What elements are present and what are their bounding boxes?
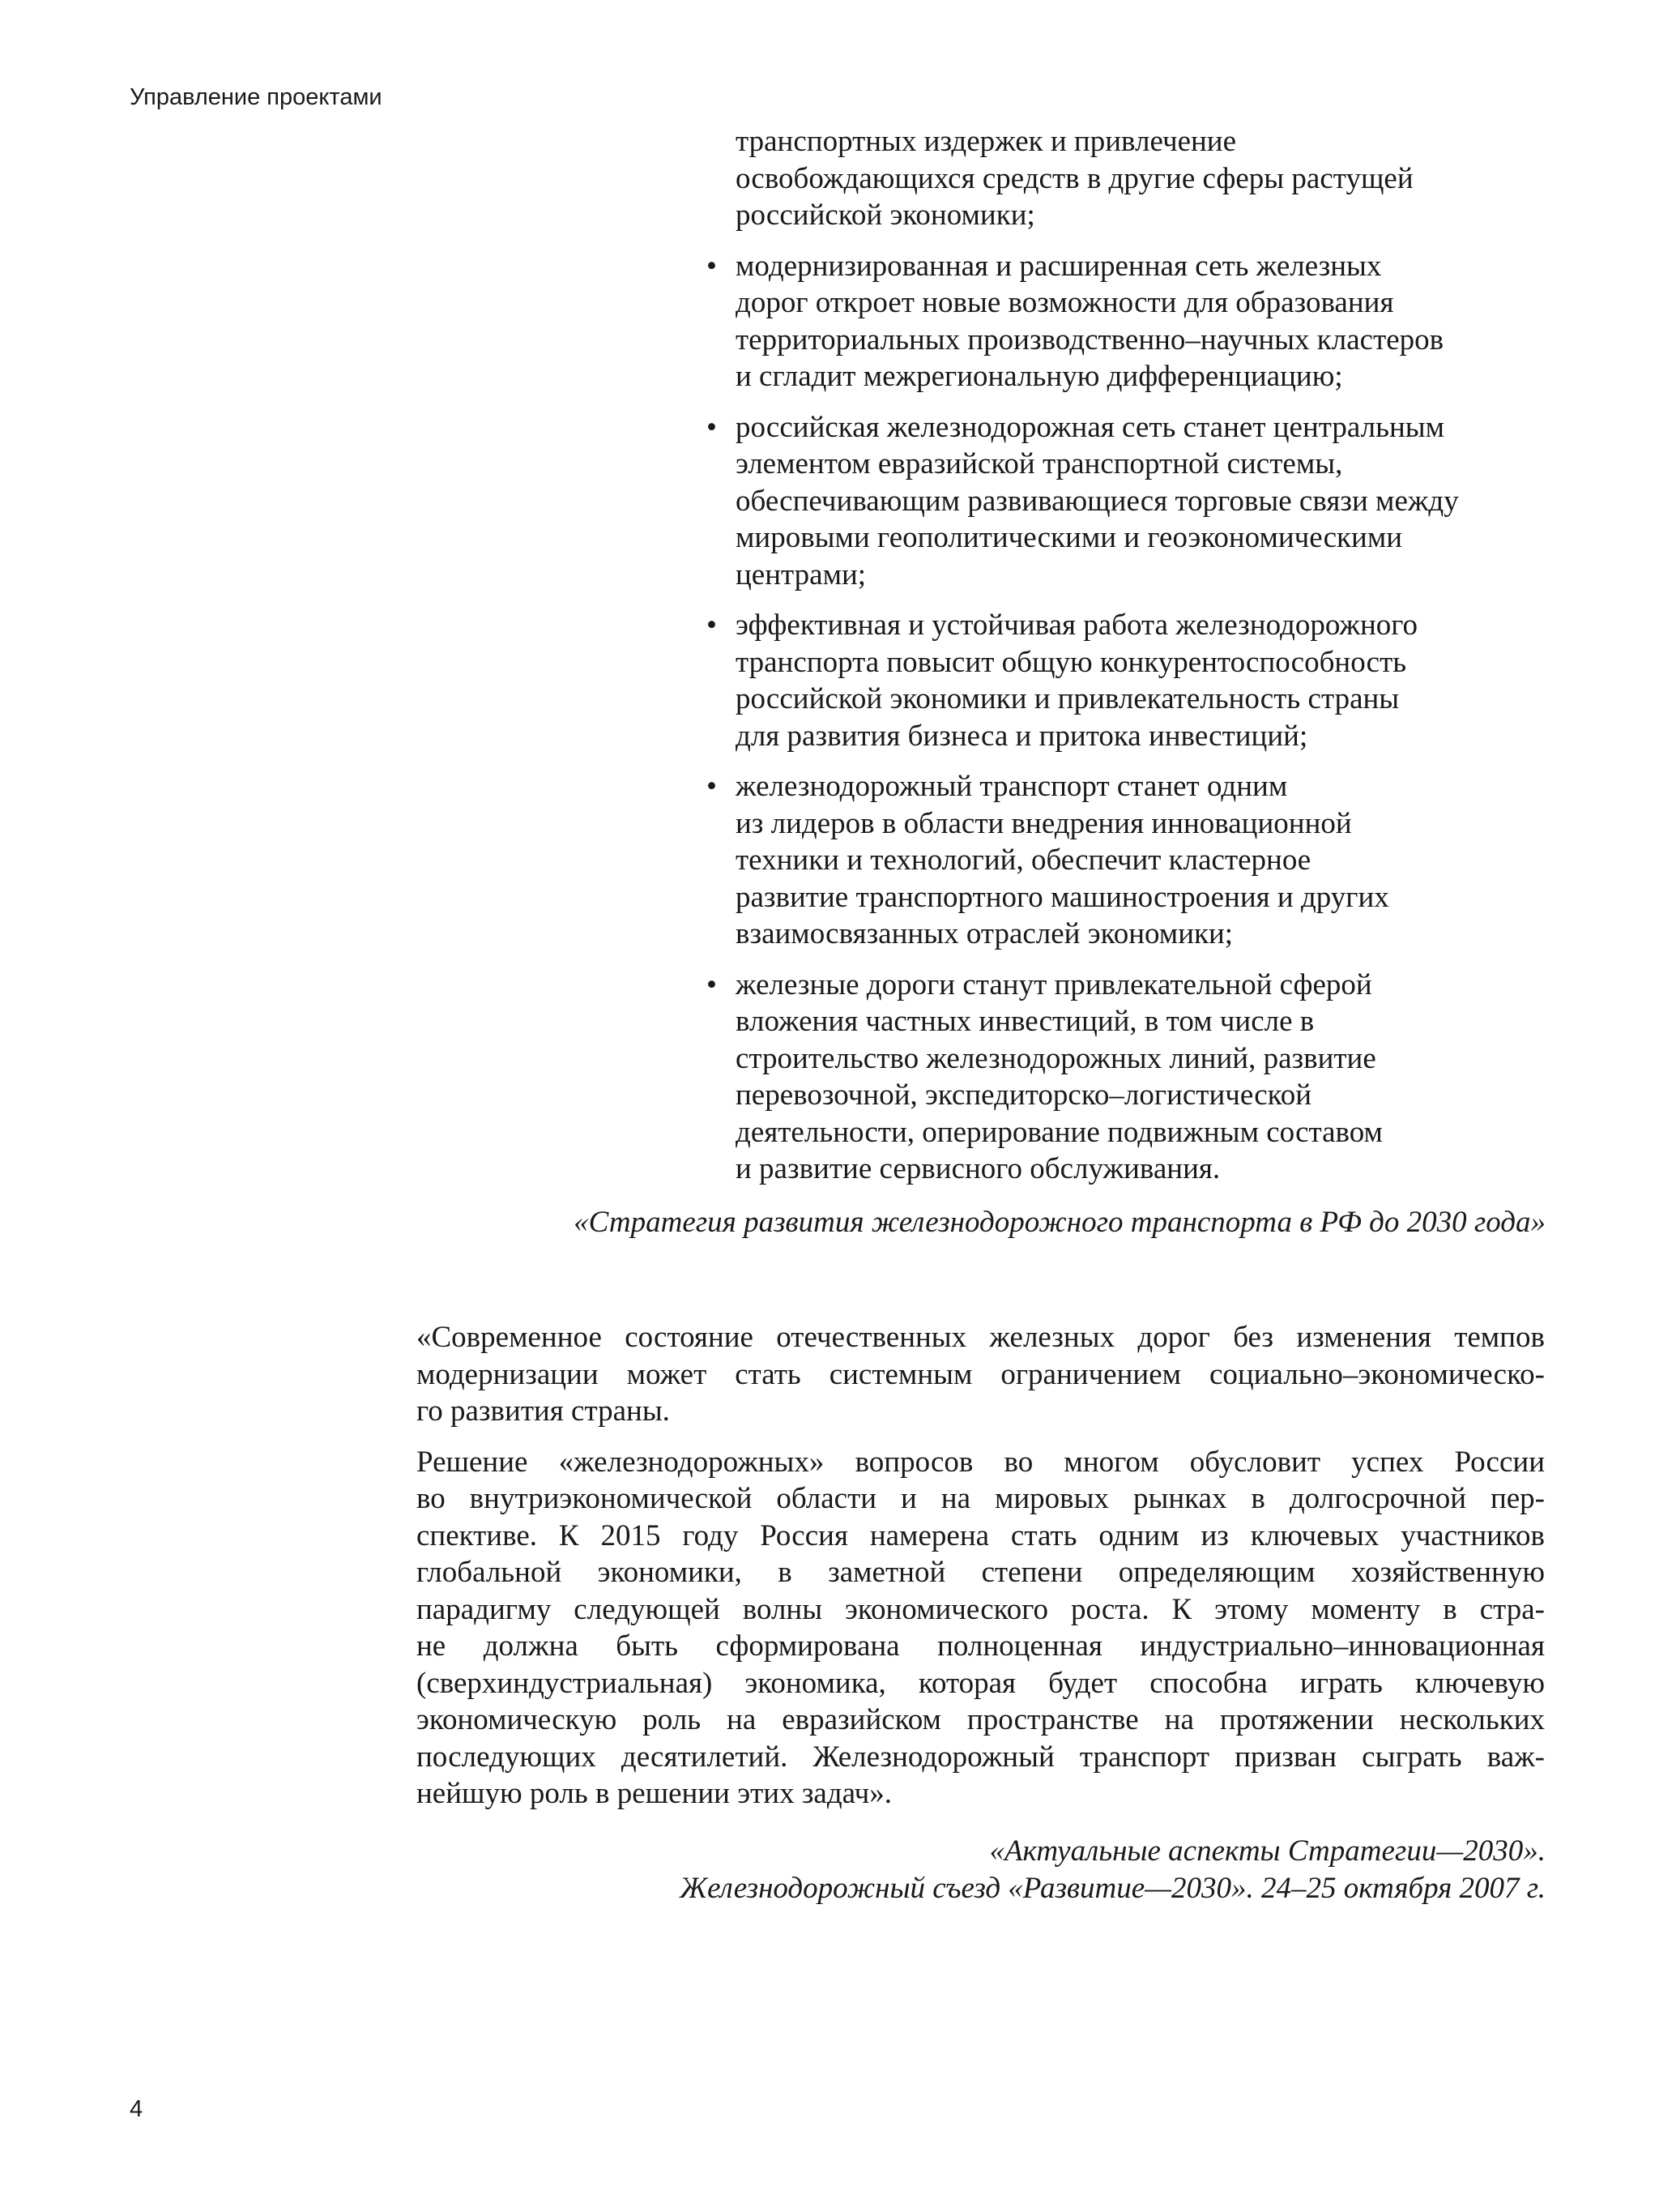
bullet-icon: • — [706, 967, 717, 1001]
bullet-icon: • — [706, 770, 717, 803]
text-line: российской экономики и привлекательность страны — [736, 682, 1400, 715]
list-item — [706, 409, 1557, 594]
text-line: центрами; — [736, 557, 867, 591]
bullet-continuation — [706, 123, 1557, 234]
text-line: дорог откроет новые возможности для образования — [736, 286, 1394, 319]
text-line: модернизации может стать системным ограничением социально–экономическо- — [416, 1357, 1545, 1391]
text-line: деятельности, оперирование подвижным составом — [736, 1115, 1383, 1149]
text-line: «Современное состояние отечественных железных дорог без изменения темпов — [416, 1321, 1545, 1354]
text-line: железные дороги станут привлекательной сферой — [736, 967, 1372, 1001]
text-line: железнодорожный транспорт станет одним — [736, 770, 1288, 803]
text-line: нейшую роль в решении этих задач». — [416, 1777, 892, 1810]
text-line: глобальной экономики, в заметной степени определяющим хозяйственную — [416, 1556, 1545, 1589]
citation-line: Железнодорожный съезд «Развитие—2030». 24–25 октября 2007 г. — [680, 1871, 1546, 1905]
page-number: 4 — [130, 2096, 143, 2122]
text-line: мировыми геополитическими и геоэкономическими — [736, 521, 1403, 554]
text-line: российская железнодорожная сеть станет центральным — [736, 410, 1445, 444]
text-line: вложения частных инвестиций, в том числе в — [736, 1005, 1315, 1038]
text-line: строительство железнодорожных линий, развитие — [736, 1041, 1376, 1075]
citation-congress — [249, 1833, 1546, 1907]
quote-paragraph — [416, 1319, 1545, 1430]
text-line: перевозочной, экспедиторско–логистической — [736, 1078, 1312, 1112]
list-item — [706, 967, 1557, 1188]
quote-block — [416, 1319, 1545, 1826]
text-line: техники и технологий, обеспечит кластерное — [736, 843, 1311, 877]
citation-strategy — [249, 1204, 1546, 1241]
bullet-icon: • — [706, 609, 717, 642]
list-item — [706, 607, 1557, 754]
citation-line: «Стратегия развития железнодорожного транспорта в РФ до 2030 года» — [574, 1206, 1546, 1239]
text-line: из лидеров в области внедрения инновационной — [736, 806, 1352, 840]
text-line: российской экономики; — [736, 199, 1035, 232]
text-line: для развития бизнеса и притока инвестиций; — [736, 719, 1308, 753]
text-line: развитие транспортного машиностроения и других — [736, 880, 1389, 914]
text-line: территориальных производственно–научных кластеров — [736, 322, 1444, 357]
citation-line: «Актуальные аспекты Стратегии—2030». — [989, 1834, 1546, 1868]
text-line: транспортных издержек и привлечение — [736, 125, 1237, 158]
text-line: освобождающихся средств в другие сферы растущей — [736, 161, 1414, 195]
text-line: го развития страны. — [416, 1394, 670, 1428]
text-line: и развитие сервисного обслуживания. — [736, 1152, 1221, 1185]
text-line: эффективная и устойчивая работа железнодорожного — [736, 609, 1418, 642]
quote-paragraph — [416, 1444, 1545, 1813]
text-line: Решение «железнодорожных» вопросов во многом обусловит успех России — [416, 1445, 1545, 1479]
text-line: обеспечивающим развивающиеся торговые связи между — [736, 484, 1459, 518]
text-line: не должна быть сформирована полноценная индустриально–инновационная — [416, 1629, 1545, 1663]
text-line: спективе. К 2015 году Россия намерена стать одним из ключевых участников — [416, 1518, 1545, 1552]
list-item — [706, 768, 1557, 953]
text-line: экономическую роль на евразийском пространстве на протяжении нескольких — [416, 1703, 1545, 1736]
text-line: последующих десятилетий. Железнодорожный транспорт призван сыграть важ- — [416, 1740, 1545, 1774]
text-line: транспорта повысит общую конкурентоспособность — [736, 645, 1407, 679]
list-item — [706, 248, 1557, 395]
text-line: парадигму следующей волны экономического роста. К этому моменту в стра- — [416, 1592, 1545, 1626]
text-line: и сгладит межрегиональную дифференциацию; — [736, 360, 1343, 393]
text-line: модернизированная и расширенная сеть железных — [736, 249, 1382, 283]
bullet-icon: • — [706, 249, 717, 283]
text-line: во внутриэкономической области и на мировых рынках в долгосрочной пер- — [416, 1482, 1545, 1515]
text-line: взаимосвязанных отраслей экономики; — [736, 917, 1234, 950]
text-line: (сверхиндустриальная) экономика, которая будет способна играть ключевую — [416, 1666, 1545, 1700]
bullet-icon: • — [706, 410, 717, 444]
bullet-list — [706, 123, 1557, 1202]
text-line: элементом евразийской транспортной системы, — [736, 447, 1343, 480]
running-header: Управление проектами — [130, 84, 382, 110]
